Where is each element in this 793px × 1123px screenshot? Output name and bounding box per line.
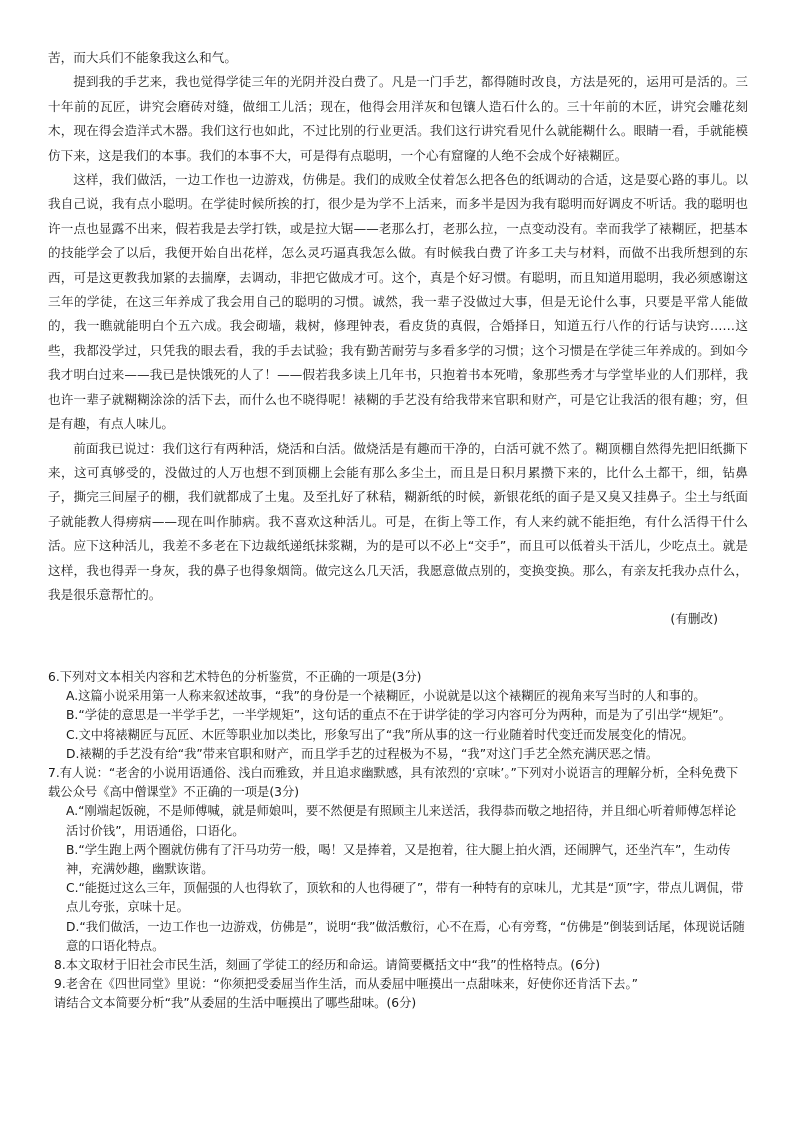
question-8: [48, 956, 748, 975]
question-6: [48, 668, 748, 764]
question-6-option-c: C.文中将裱糊匠与瓦匠、木匠等职业加以类比，形象写出了“我”所从事的这一行业随着时代变迁而发展变化的情况。: [66, 727, 694, 742]
question-list: [48, 668, 748, 1014]
question-6-option-d: D.裱糊的手艺没有给“我”带来官职和财产，而且学手艺的过程极为不易，“我”对这门手艺全然充满厌恶之情。: [66, 746, 659, 761]
question-7-option-b: B.“学生跑上两个圈就仿佛有了汗马功劳一般，喝！又是捧着，又是抱着，往大腿上拍火酒，还闹脾气，还坐汽车”，生动传神，充满妙趣，幽默诙谐。: [66, 842, 731, 877]
question-6-option-b: B.“学徒的意思是一半学手艺，一半学规矩”，这句话的重点不在于讲学徒的学习内容可分为两种，而是为了引出学“规矩”。: [66, 708, 731, 723]
passage-paragraph-1: 苦，而大兵们不能象我这么和气。: [48, 50, 237, 65]
source-note: (有删改): [670, 611, 718, 627]
question-7-stem: 7.有人说：“老舍的小说用语通俗、浅白而雅致，并且追求幽默感，具有浓烈的‘京味’。”下列对小说语言的理解分析，全科免费下载公众号《高中僧课堂》不正确的一项是(3分): [48, 766, 739, 800]
passage-paragraph-3: 这样，我们做活，一边工作也一边游戏，仿佛是。我们的成败全仗着怎么把各色的纸调动的合适，这是耍心路的事儿。以我自己说，我有点小聪明。在学徒时候所挨的打，很少是为学不上活来，而多半是因为我有聪明而好调皮不听话。我的聪明也许一点也显露不出来，假若我是去学打铁，或是拉大锯——老那么打，老那么拉，一点变动没有。幸而我学了裱糊匠，把基本的技能学会了以后，我便开始自出花样，怎么灵巧逼真我怎么做。有时候我白费了许多工夫与材料，而做不出我所想到的东西，可是这更教我加紧的去揣摩，去调动，非把它做成才可。这个，真是个好习惯。有聪明，而且知道用聪明，我必须感谢这三年的学徒，在这三年养成了我会用自己的聪明的习惯。诚然，我一辈子没做过大事，但是无论什么事，只要是平常人能做的，我一瞧就能明白个五六成。我会砌墙，栽树，修理钟表，看皮货的真假，合婚择日，知道五行八作的行话与诀窍……这些，我都没学过，只凭我的眼去看，我的手去试验；我有勤苦耐劳与多看多学的习惯；这个习惯是在学徒三年养成的。到如今我才明白过来——我已是快饿死的人了！——假若我多读上几年书，只抱着书本死啃，象那些秀才与学堂毕业的人们那样，我也许一辈子就糊糊涂涂的活下去，而什么也不晓得呢！裱糊的手艺没有给我带来官职和财产，可是它让我活的很有趣；穷，但是有趣，有点人味儿。: [48, 172, 748, 432]
passage-paragraph-4: 前面我已说过：我们这行有两种活，烧活和白活。做烧活是有趣而干净的，白活可就不然了。糊顶棚自然得先把旧纸撕下来，这可真够受的，没做过的人万也想不到顶棚上会能有那么多尘土，而且是日积月累攒下来的，比什么土都干，细，钻鼻子，撕完三间屋子的棚，我们就都成了土鬼。及至扎好了秫秸，糊新纸的时候，新银花纸的面子是又臭又挂鼻子。尘土与纸面子就能教人得痨病——现在叫作肺病。我不喜欢这种活儿。可是，在街上等工作，有人来约就不能拒绝，有什么活得干什么活。应下这种活儿，我差不多老在下边裁纸递纸抹浆糊，为的是可以不必上“交手”，而且可以低着头干活儿，少吃点土。就是这样，我也得弄一身灰，我的鼻子也得象烟筒。做完这么几天活，我愿意做点别的，变换变换。那么，有亲友托我办点什么，我是很乐意帮忙的。: [48, 440, 748, 602]
passage-paragraph-2: 提到我的手艺来，我也觉得学徒三年的光阴并没白费了。凡是一门手艺，都得随时改良，方法是死的，运用可是活的。三十年前的瓦匠，讲究会磨砖对缝，做细工儿活；现在，他得会用洋灰和包镶人造石什么的。三十年前的木匠，讲究会雕花刻木，现在得会造洋式木器。我们这行也如此，不过比别的行业更活。我们这行讲究看见什么就能糊什么。眼睛一看，手就能模仿下来，这是我们的本事。我们的本事不大，可是得有点聪明，一个心有窟窿的人绝不会成个好裱糊匠。: [48, 74, 748, 163]
question-9-stem-continued: 请结合文本简要分析“我”从委屈的生活中咂摸出了哪些甜味。(6分): [54, 996, 417, 1011]
question-8-stem: 8.本文取材于旧社会市民生活，刻画了学徒工的经历和命运。请简要概括文中“我”的性格特点。(6分): [54, 958, 601, 973]
question-6-stem: 6.下列对文本相关内容和艺术特色的分析鉴赏，不正确的一项是(3分): [48, 670, 422, 684]
question-7-option-a: A.“刚端起饭碗，不是师傅喊，就是师娘叫，要不然便是有照顾主儿来送活，我得恭而敬之地招待，并且细心听着师傅怎样论活讨价钱”，用语通俗，口语化。: [66, 804, 737, 838]
question-6-option-a: A.这篇小说采用第一人称来叙述故事，“我”的身份是一个裱糊匠，小说就是以这个裱糊匠的视角来写当时的人和事的。: [66, 689, 706, 704]
question-9-stem: 9.老舍在《四世同堂》里说：“你须把受委屈当作生活，而从委屈中咂摸出一点甜味来，好使你还肯活下去。”: [54, 977, 638, 992]
reading-passage: [48, 46, 748, 632]
question-7: [48, 764, 748, 956]
question-7-option-c: C.“能挺过这么三年，顶倔强的人也得软了，顶软和的人也得硬了”，带有一种特有的京味儿，尤其是“顶”字，带点儿调侃，带点儿夸张，京味十足。: [66, 881, 744, 915]
question-9: [48, 975, 748, 1013]
question-7-option-d: D.“我们做活，一边工作也一边游戏，仿佛是”，说明“我”做活敷衍，心不在焉，心有旁骛，“仿佛是”倒装到话尾，体现说话随意的口语化特点。: [66, 919, 745, 953]
